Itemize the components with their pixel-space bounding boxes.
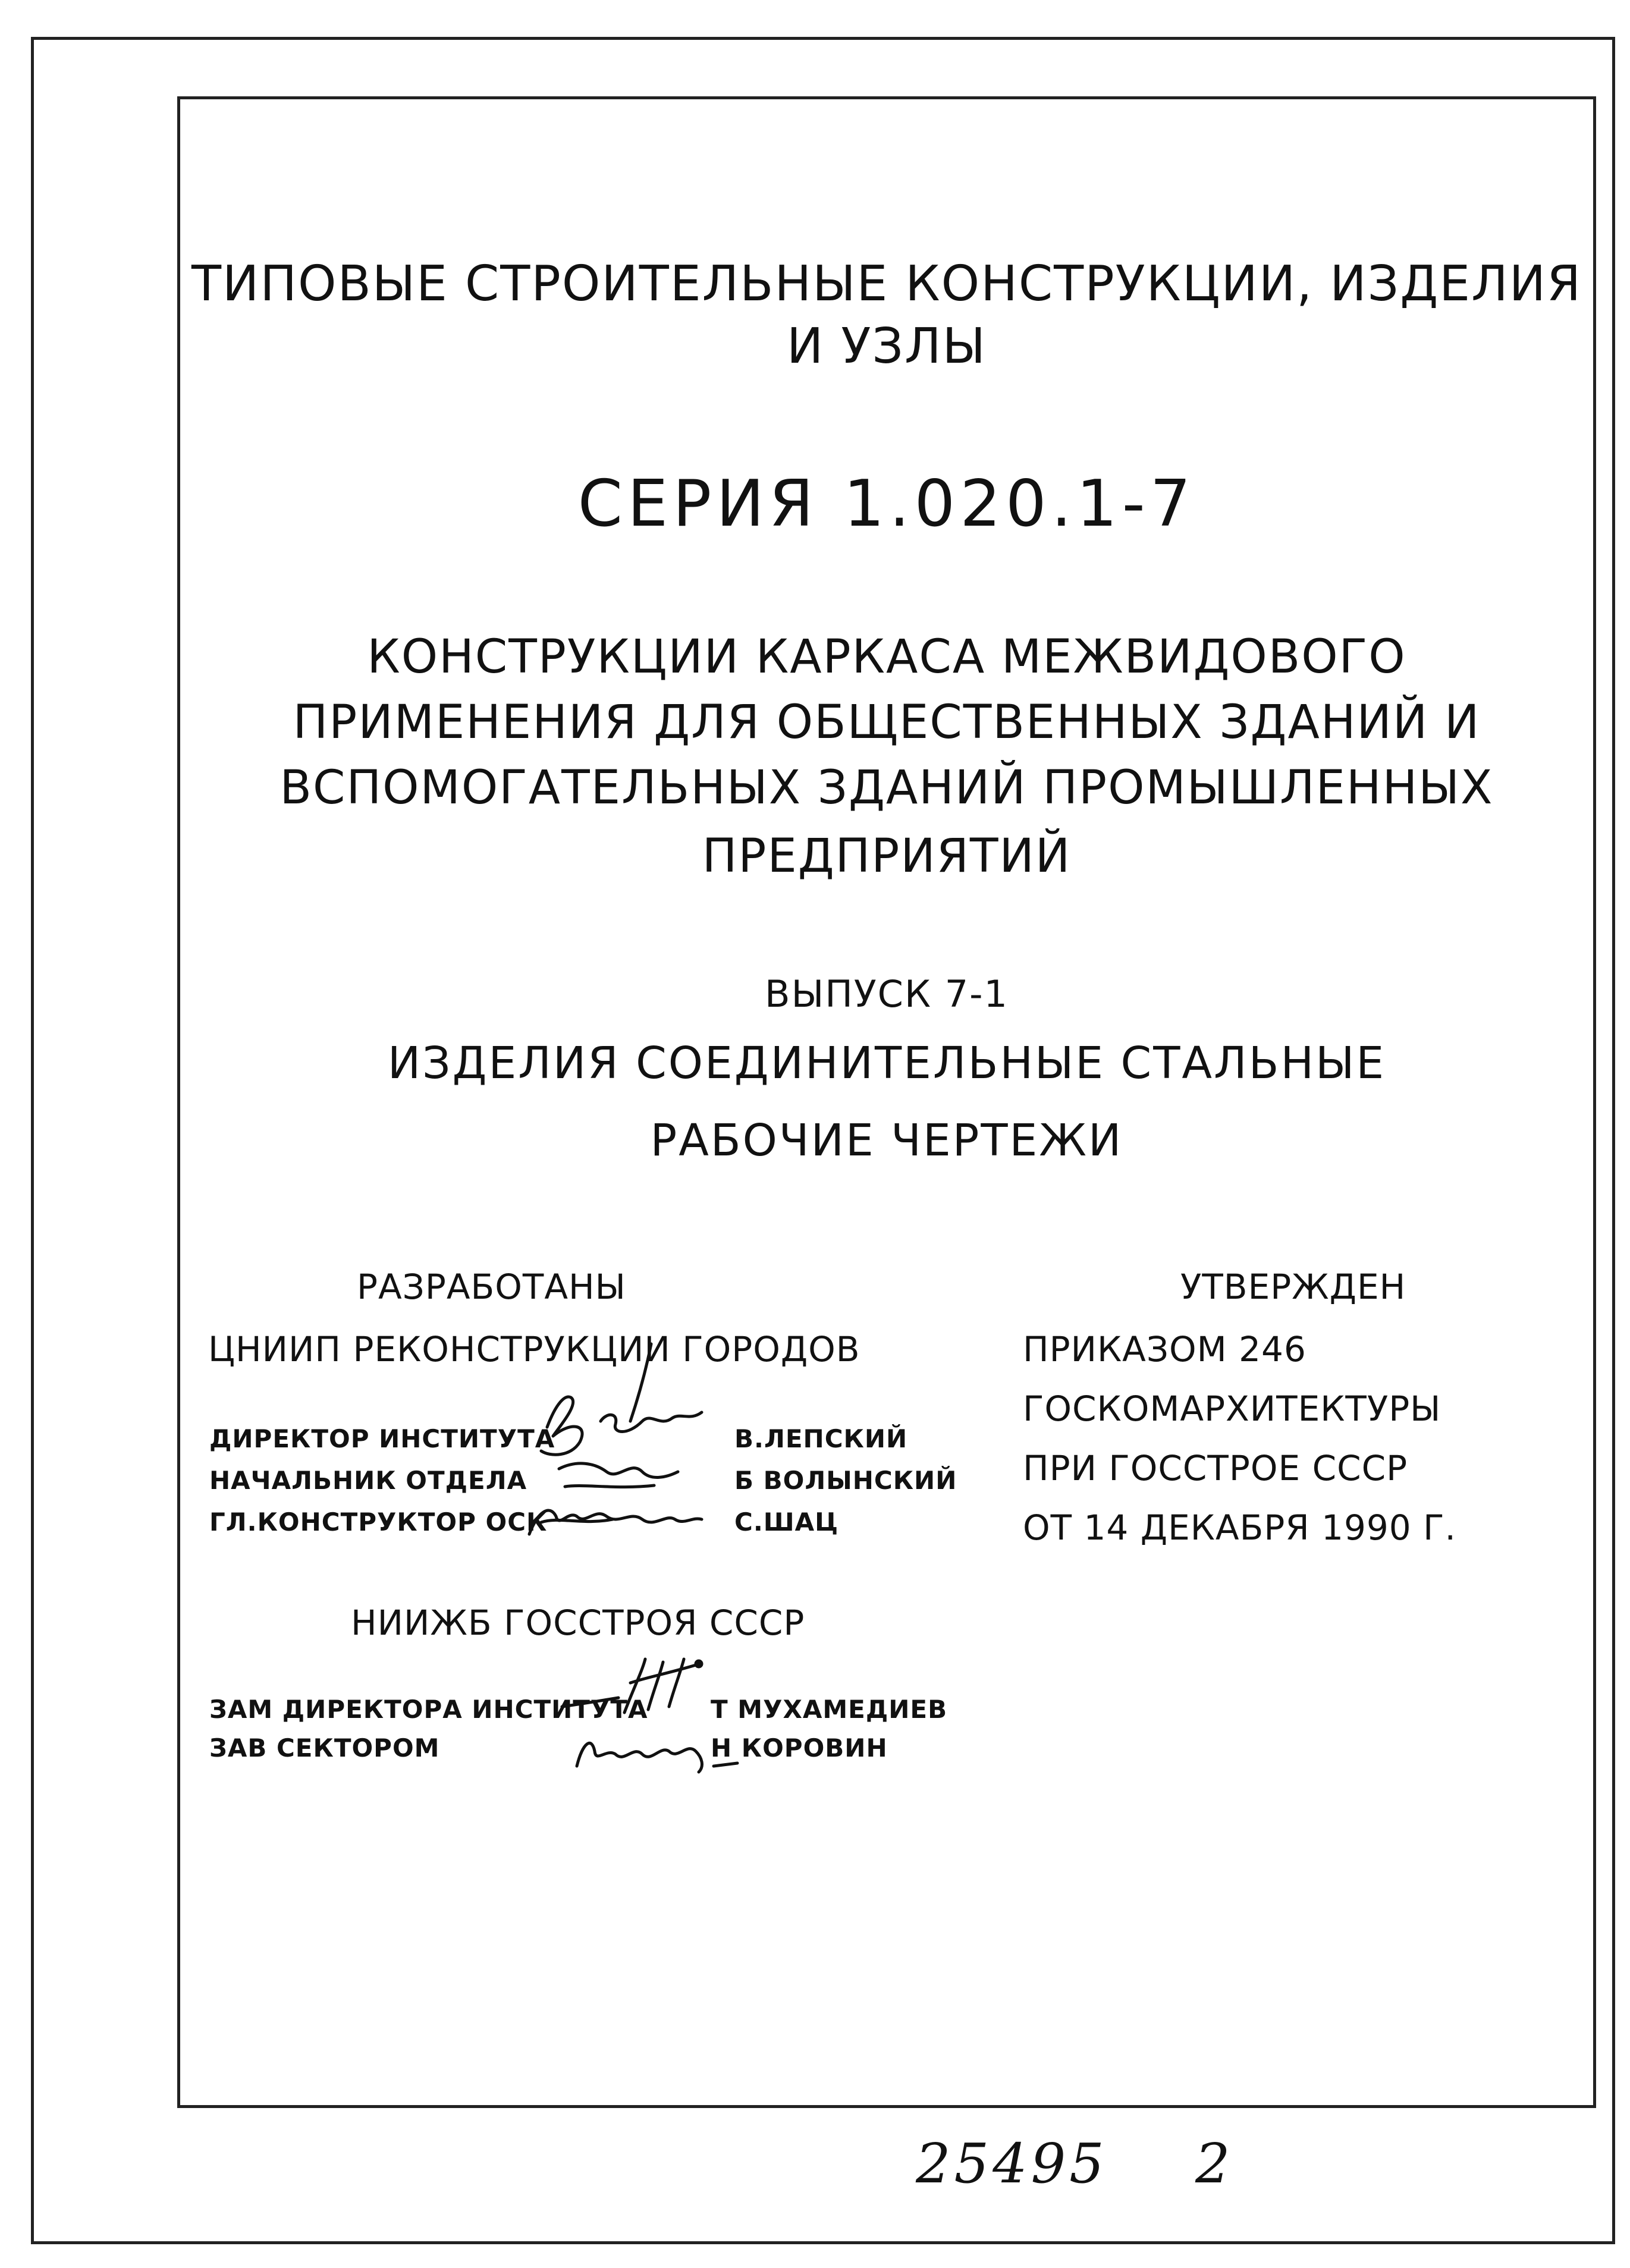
developed-heading: РАЗРАБОТАНЫ (357, 1267, 626, 1307)
title-line-3: ВСПОМОГАТЕЛЬНЫХ ЗДАНИЙ ПРОМЫШЛЕННЫХ (279, 761, 1494, 815)
signatory-role: ЗАМ ДИРЕКТОРА ИНСТИТУТА (209, 1695, 648, 1724)
page-number: 2 (1195, 2132, 1234, 2195)
approved-heading: УТВЕРЖДЕН (1180, 1267, 1406, 1307)
issue-line-2: РАБОЧИЕ ЧЕРТЕЖИ (650, 1115, 1123, 1166)
approved-line-4: ОТ 14 ДЕКАБРЯ 1990 Г. (1023, 1507, 1456, 1548)
inner-border (177, 96, 1596, 2106)
title-line-4: ПРЕДПРИЯТИЙ (702, 830, 1072, 883)
signatory-name: Н КОРОВИН (711, 1733, 888, 1763)
signatory-role: ЗАВ СЕКТОРОМ (209, 1733, 440, 1763)
signatory-name: В.ЛЕПСКИЙ (734, 1424, 908, 1453)
issue-line-1: ИЗДЕЛИЯ СОЕДИНИТЕЛЬНЫЕ СТАЛЬНЫЕ (387, 1038, 1386, 1089)
header-line-2: И УЗЛЫ (787, 318, 987, 375)
signatory-name: Т МУХАМЕДИЕВ (711, 1695, 948, 1724)
approved-line-3: ПРИ ГОССТРОЕ СССР (1023, 1448, 1408, 1488)
series-title: СЕРИЯ 1.020.1-7 (577, 467, 1196, 541)
document-number: 25495 (916, 2132, 1108, 2195)
signatory-role: ДИРЕКТОР ИНСТИТУТА (209, 1424, 555, 1453)
title-line-1: КОНСТРУКЦИИ КАРКАСА МЕЖВИДОВОГО (367, 630, 1406, 684)
signatory-role: НАЧАЛЬНИК ОТДЕЛА (209, 1466, 527, 1495)
signatory-name: С.ШАЦ (734, 1507, 839, 1537)
signatory-name: Б ВОЛЫНСКИЙ (734, 1466, 957, 1495)
title-line-2: ПРИМЕНЕНИЯ ДЛЯ ОБЩЕСТВЕННЫХ ЗДАНИЙ И (293, 696, 1481, 749)
inner-border-bottom-line (177, 2105, 1596, 2108)
second-org-title: НИИЖБ ГОССТРОЯ СССР (351, 1603, 805, 1643)
approved-line-2: ГОСКОМАРХИТЕКТУРЫ (1023, 1389, 1441, 1429)
signatory-role: ГЛ.КОНСТРУКТОР ОСК (209, 1507, 548, 1537)
developed-org: ЦНИИП РЕКОНСТРУКЦИИ ГОРОДОВ (208, 1329, 860, 1369)
signature-image (523, 1338, 726, 1552)
signature-image (559, 1647, 761, 1784)
approved-line-1: ПРИКАЗОМ 246 (1023, 1329, 1306, 1369)
header-line-1: ТИПОВЫЕ СТРОИТЕЛЬНЫЕ КОНСТРУКЦИИ, ИЗДЕЛИЯ (191, 256, 1582, 312)
issue-label: ВЫПУСК 7-1 (765, 972, 1009, 1016)
